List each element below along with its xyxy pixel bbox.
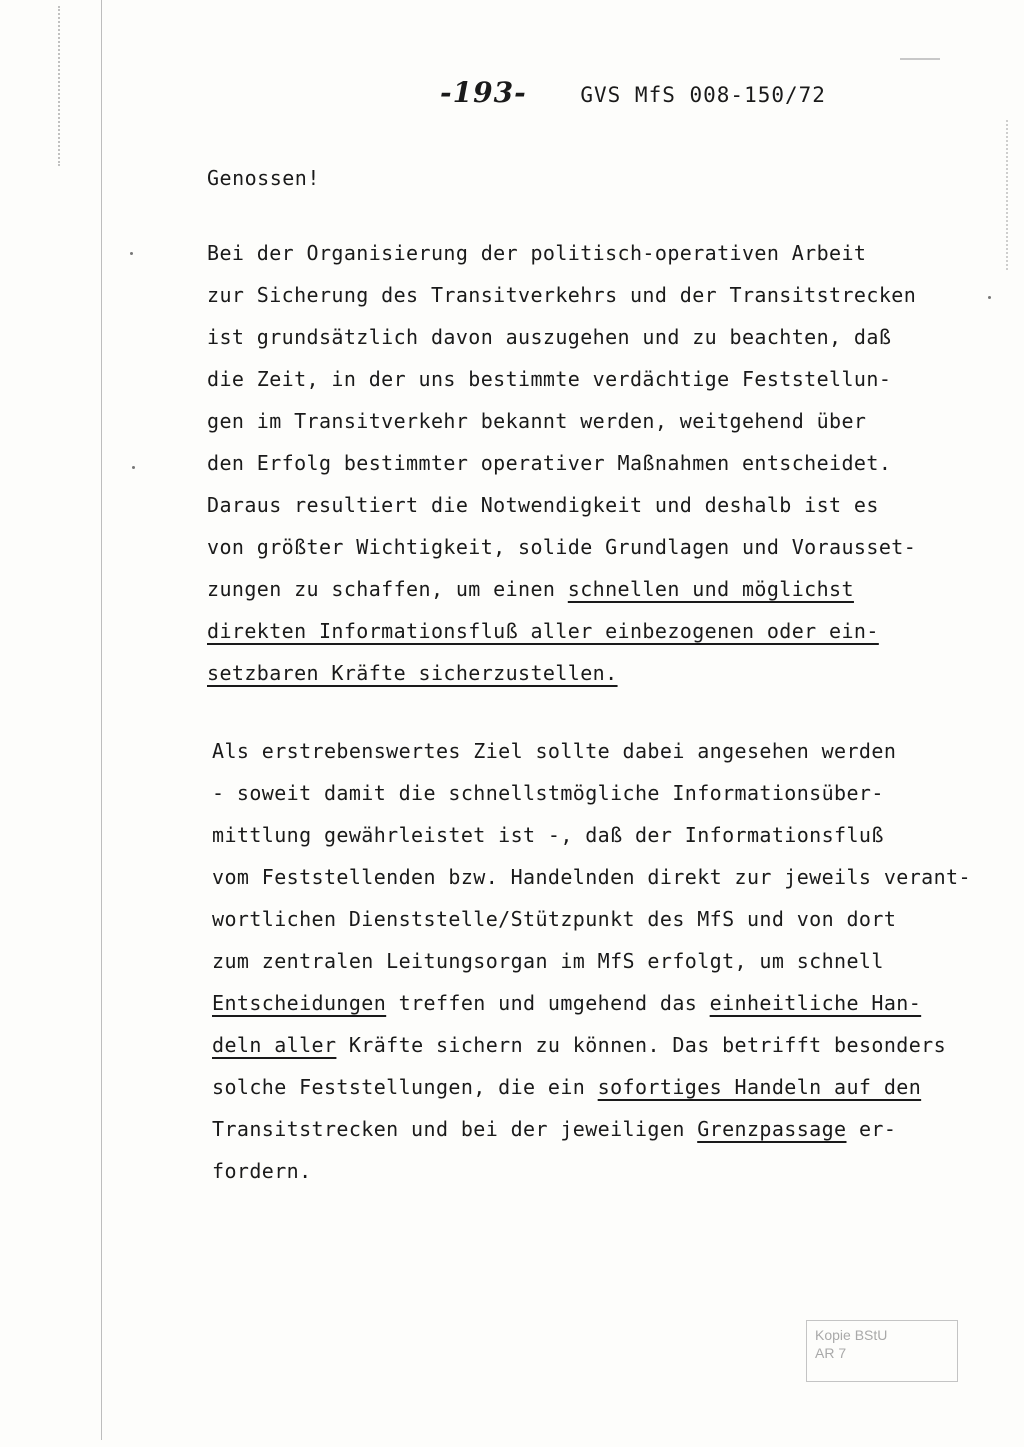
- text-line: [207, 400, 997, 442]
- underlined-text: direkten Informationsfluß aller einbezogenen oder ein-: [207, 619, 879, 643]
- text-line: [207, 358, 997, 400]
- underlined-text: sofortiges Handeln auf den: [597, 1075, 922, 1099]
- text-line: [207, 610, 997, 652]
- scan-speck: [130, 252, 133, 255]
- text-line: [212, 1066, 1002, 1108]
- text-segment: mittlung gewährleistet ist -, daß der Informationsfluß: [212, 823, 884, 847]
- text-segment: von größter Wichtigkeit, solide Grundlagen und Vorausset-: [207, 535, 917, 559]
- text-line: [207, 316, 997, 358]
- text-segment: solche Feststellungen, die ein: [212, 1075, 598, 1099]
- paragraph-1: [207, 232, 997, 694]
- page-number: -193-: [440, 76, 527, 109]
- text-segment: - soweit damit die schnellstmögliche Informationsüber-: [212, 781, 884, 805]
- document-reference: GVS MfS 008-150/72: [580, 83, 826, 107]
- text-segment: er-: [846, 1117, 897, 1141]
- text-segment: wortlichen Dienststelle/Stützpunkt des MfS und von dort: [212, 907, 897, 931]
- text-line: [207, 442, 997, 484]
- text-line: [212, 940, 1002, 982]
- text-line: [207, 484, 997, 526]
- text-segment: die Zeit, in der uns bestimmte verdächtige Feststellun-: [207, 367, 892, 391]
- text-segment: Kräfte sichern zu können. Das betrifft besonders: [336, 1033, 947, 1057]
- scan-mark-top-right: [900, 58, 940, 60]
- text-line: [207, 274, 997, 316]
- text-segment: fordern.: [212, 1159, 312, 1183]
- text-line: [212, 1150, 1002, 1192]
- scan-speck: [132, 466, 135, 469]
- text-line: [207, 568, 997, 610]
- page-header: [440, 76, 826, 109]
- underlined-text: Grenzpassage: [697, 1117, 847, 1141]
- stamp-line-1: Kopie BStU: [815, 1327, 888, 1343]
- text-line: [212, 856, 1002, 898]
- text-segment: Als erstrebenswertes Ziel sollte dabei angesehen werden: [212, 739, 897, 763]
- text-segment: treffen und umgehend das: [386, 991, 710, 1015]
- underlined-text: einheitliche Han-: [709, 991, 922, 1015]
- text-line: [207, 652, 997, 694]
- text-segment: gen im Transitverkehr bekannt werden, weitgehend über: [207, 409, 867, 433]
- underlined-text: schnellen und möglichst: [567, 577, 854, 601]
- text-segment: Bei der Organisierung der politisch-operativen Arbeit: [207, 241, 867, 265]
- underlined-text: deln aller: [212, 1033, 337, 1057]
- salutation: Genossen!: [207, 166, 320, 190]
- text-segment: zur Sicherung des Transitverkehrs und der Transitstrecken: [207, 283, 917, 307]
- text-line: [212, 730, 1002, 772]
- text-segment: ist grundsätzlich davon auszugehen und zu beachten, daß: [207, 325, 892, 349]
- text-line: [212, 772, 1002, 814]
- margin-line: [101, 0, 102, 1440]
- stamp-line-2: AR 7: [815, 1345, 847, 1361]
- text-line: [212, 1108, 1002, 1150]
- underlined-text: setzbaren Kräfte sicherzustellen.: [207, 661, 618, 685]
- text-line: [207, 232, 997, 274]
- text-segment: zum zentralen Leitungsorgan im MfS erfolgt, um schnell: [212, 949, 884, 973]
- underlined-text: Entscheidungen: [212, 991, 387, 1015]
- text-segment: Transitstrecken und bei der jeweiligen: [212, 1117, 698, 1141]
- text-line: [207, 526, 997, 568]
- text-line: [212, 982, 1002, 1024]
- text-segment: Daraus resultiert die Notwendigkeit und deshalb ist es: [207, 493, 879, 517]
- text-line: [212, 814, 1002, 856]
- text-segment: vom Feststellenden bzw. Handelnden direkt zur jeweils verant-: [212, 865, 971, 889]
- scan-edge-marks-left: [58, 6, 80, 166]
- paragraph-2: [212, 730, 1002, 1192]
- archive-stamp: [806, 1320, 958, 1382]
- text-line: [212, 898, 1002, 940]
- text-line: [212, 1024, 1002, 1066]
- scan-edge-marks-right: [998, 120, 1008, 270]
- text-segment: zungen zu schaffen, um einen: [207, 577, 568, 601]
- text-segment: den Erfolg bestimmter operativer Maßnahmen entscheidet.: [207, 451, 892, 475]
